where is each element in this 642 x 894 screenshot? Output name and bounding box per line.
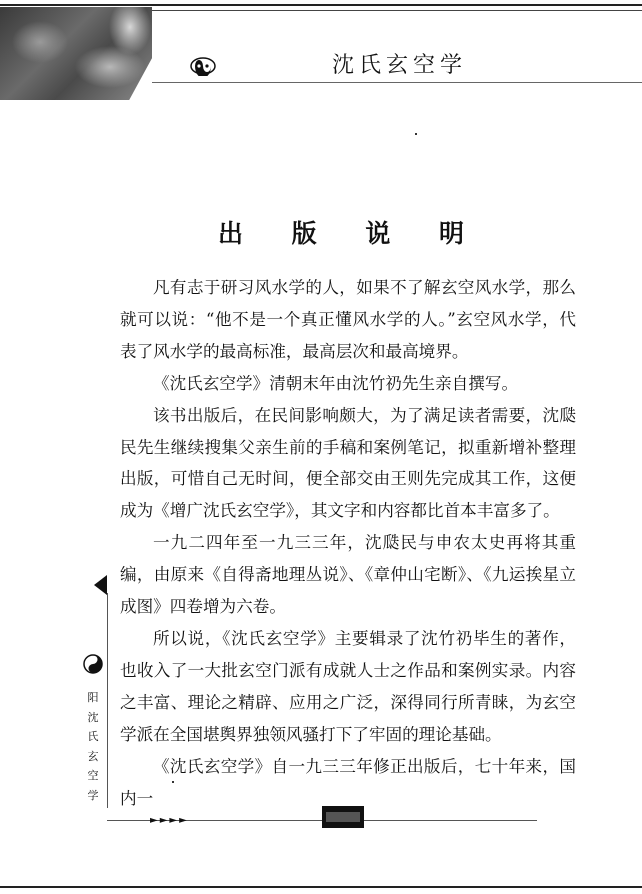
speck <box>172 781 174 783</box>
header-title: 沈氏玄空学 <box>332 53 468 78</box>
margin-char: 阳 <box>87 691 99 704</box>
paragraph: 所以说，《沈氏玄空学》主要辑录了沈竹礽毕生的著作，也收入了一大批玄空门派有成就人士之作品和案例实录。内容之丰富、理论之精辟、应用之广泛，深得同行所青睐，为玄空学派在全国堪舆界独领风骚打下了牢固的理论基础。 <box>120 628 576 744</box>
margin-char: 沈 <box>87 710 99 724</box>
page-number-block-inner <box>326 812 360 822</box>
header-underline <box>152 82 642 83</box>
yin-yang-icon <box>190 56 216 76</box>
paragraph: 凡有志于研习风水学的人，如果不了解玄空风水学，那么就可以说：“他不是一个真正懂风水学的人。”玄空风水学，代表了风水学的最高标准，最高层次和最高境界。 <box>120 278 576 361</box>
arrow-left-icon <box>94 575 107 595</box>
paragraph: 《沈氏玄空学》自一九三三年修正出版后，七十年来，国内一 <box>120 756 576 808</box>
bottom-rule <box>0 886 642 888</box>
body-text <box>120 272 576 814</box>
top-rule <box>0 4 642 6</box>
yin-yang-icon <box>82 654 104 674</box>
page-title: 出 版 说 明 <box>217 218 485 248</box>
margin-char: 学 <box>87 788 99 802</box>
margin-vertical-text <box>85 688 101 805</box>
top-rule-thin <box>120 10 642 11</box>
header-landscape-photo <box>0 7 152 100</box>
margin-char: 空 <box>87 769 99 782</box>
margin-char: 氏 <box>87 730 99 743</box>
paragraph: 一九二四年至一九三三年，沈瓞民与申农太史再将其重编，由原来《自得斋地理丛说》、《章仲山宅断》、《九运挨星立成图》四卷增为六卷。 <box>120 533 576 617</box>
page-number-block <box>322 806 364 828</box>
margin-line <box>107 593 108 808</box>
footer-arrows: ►►►► <box>150 815 189 826</box>
paragraph: 《沈氏玄空学》清朝末年由沈竹礽先生亲自撰写。 <box>153 373 519 393</box>
margin-char: 玄 <box>87 749 99 763</box>
paragraph: 该书出版后，在民间影响颇大，为了满足读者需要，沈瓞民先生继续搜集父亲生前的手稿和案例笔记，拟重新增补整理出版，可惜自己无时间，便全部交由王则先完成其工作，这便成为《增广沈氏玄空学》，其文字和内容都比首本丰富多了。 <box>120 405 576 521</box>
speck <box>415 133 417 135</box>
